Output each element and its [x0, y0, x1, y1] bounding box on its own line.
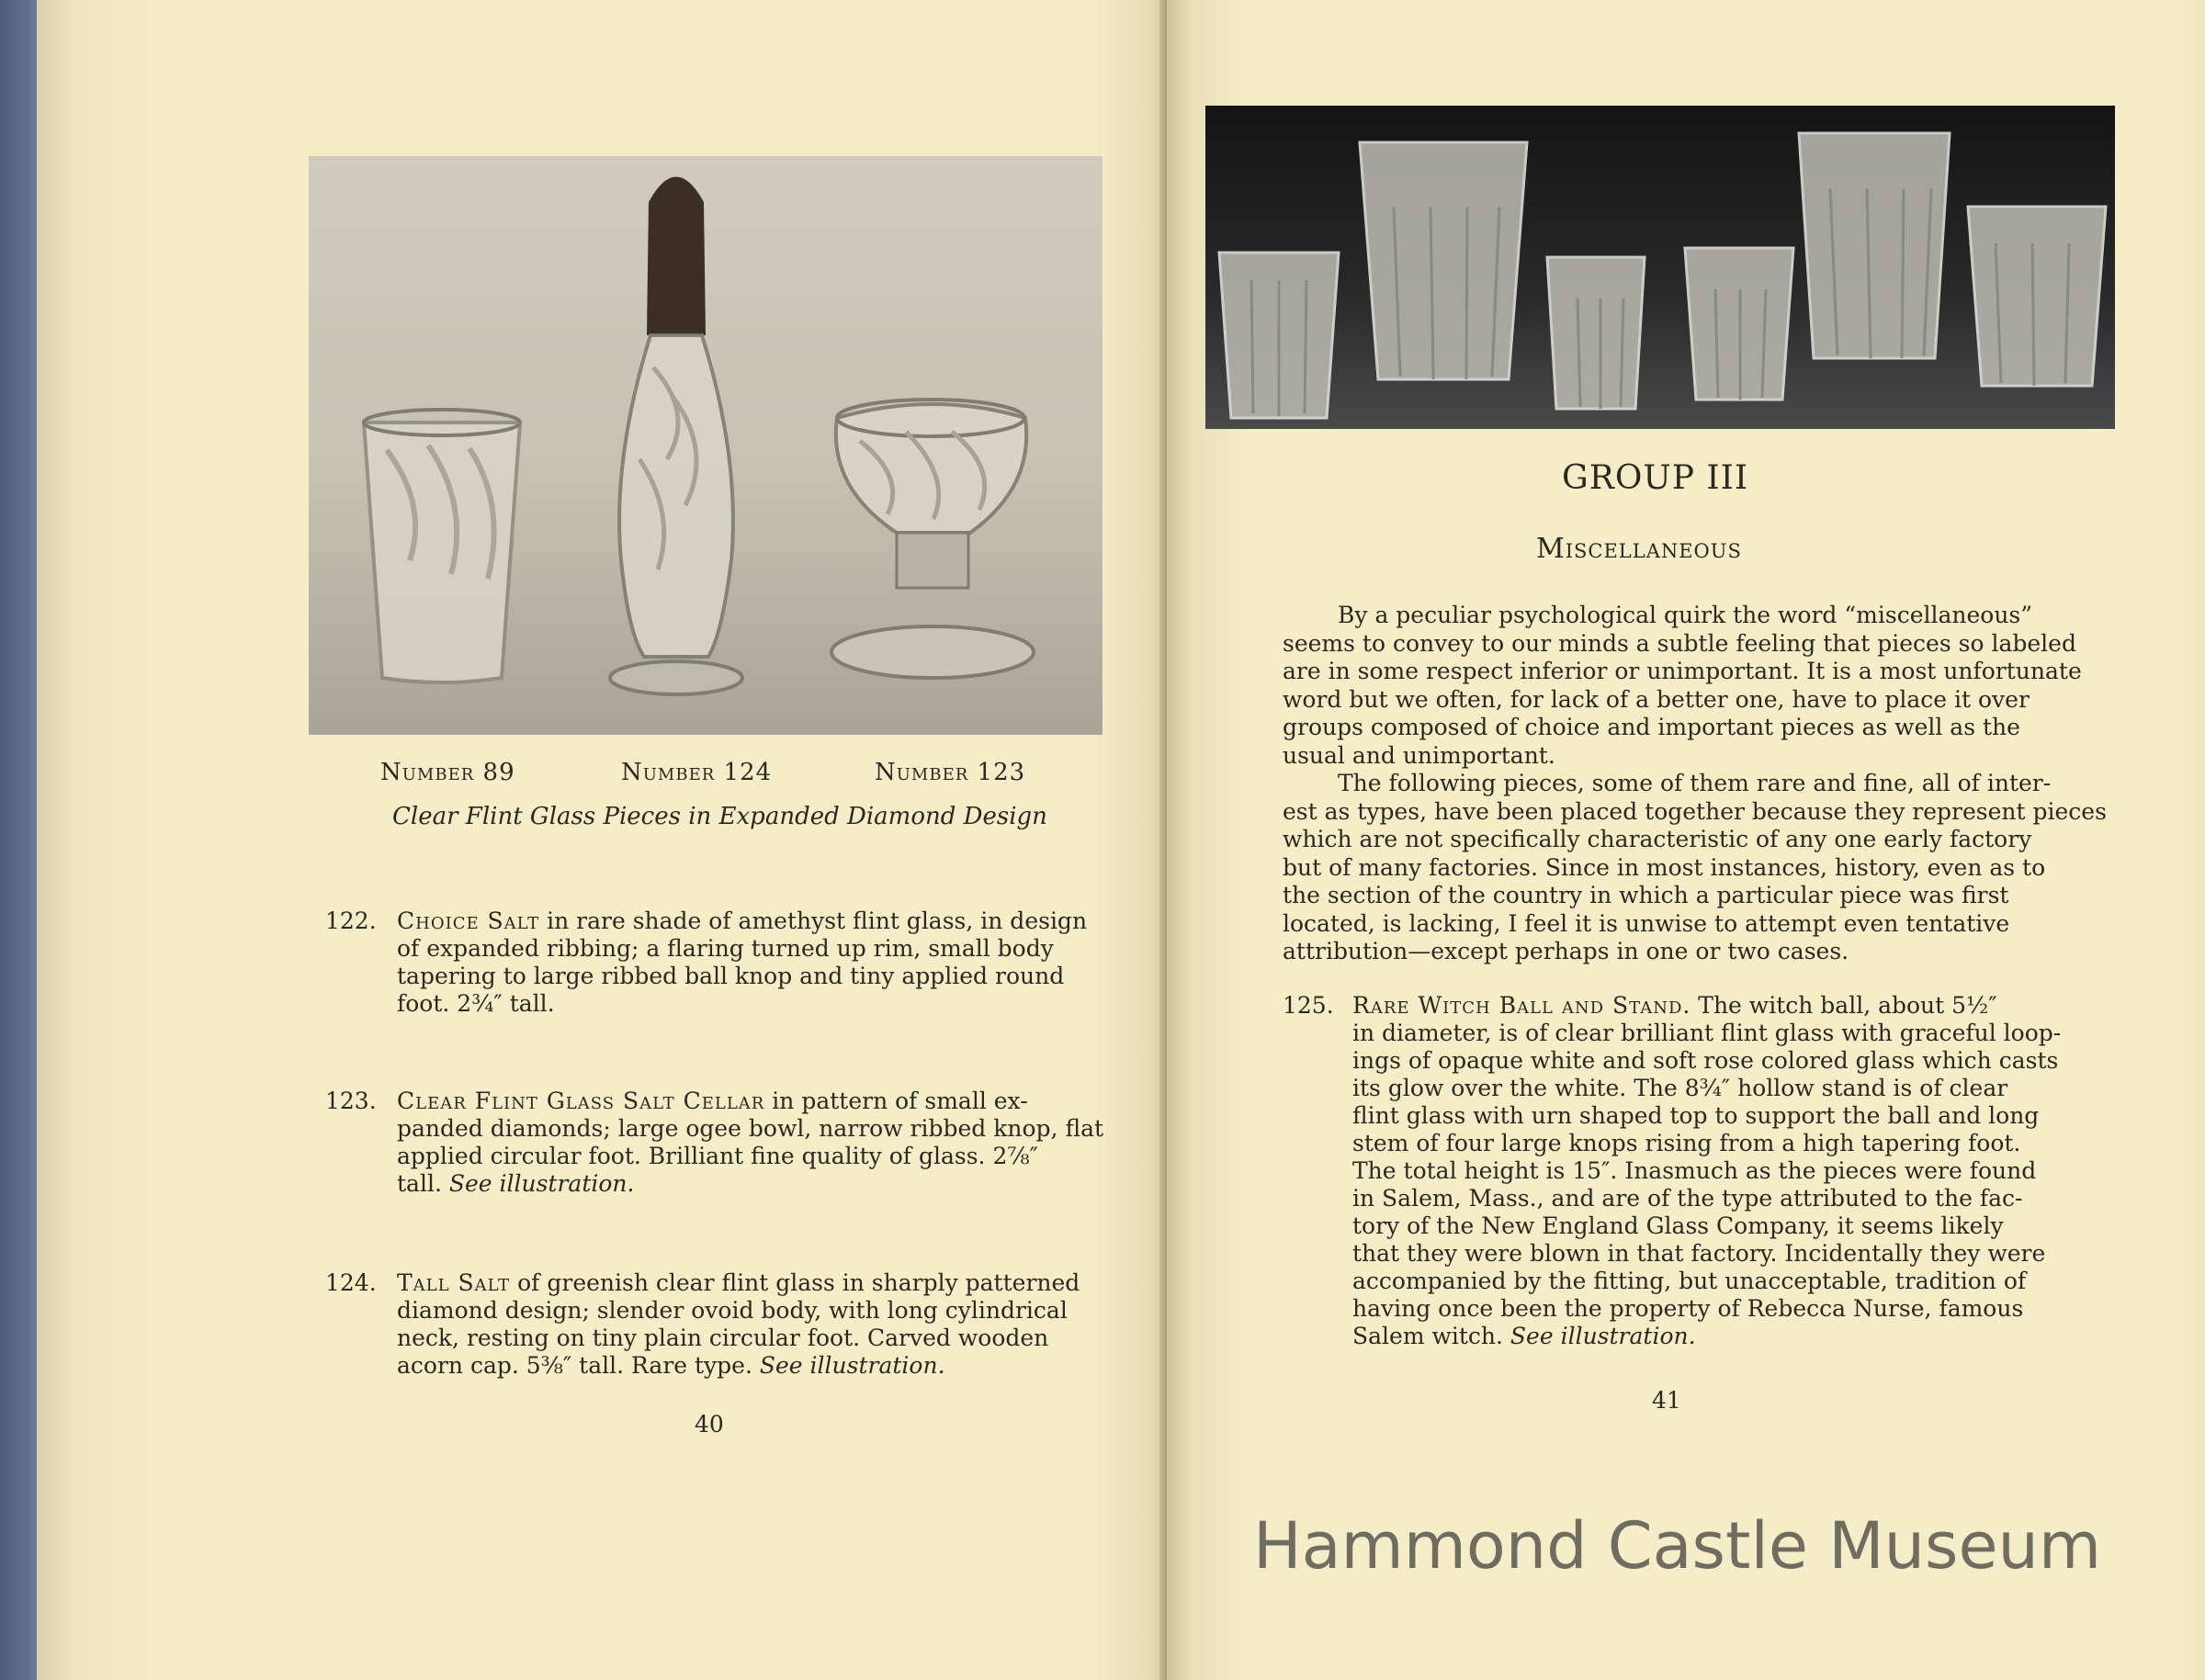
entry-line: panded diamonds; large ogee bowl, narrow ribbed knop, flat	[397, 1115, 1104, 1142]
salt-cellar-123-image	[831, 400, 1034, 678]
entry-line: in diameter, is of clear brilliant flint glass with graceful loop-	[1352, 1020, 2062, 1046]
tall-salt-124-image	[610, 177, 742, 695]
entry-line: of greenish clear flint glass in sharply patterned	[517, 1269, 1080, 1296]
group-title: GROUP III	[1562, 459, 1749, 497]
intro-line: the section of the country in which a particular piece was first	[1283, 882, 2009, 908]
caption-number-124: Number 124	[621, 759, 773, 786]
intro-line: which are not specifically characteristic of any one early factory	[1283, 826, 2032, 852]
entry-line: tall.	[397, 1170, 442, 1197]
entry-number: 125.	[1283, 992, 1334, 1019]
caption-number-123: Number 123	[875, 759, 1026, 786]
intro-line: located, is lacking, I feel it is unwise to attempt even tentative	[1283, 909, 2010, 937]
page-edges	[0, 0, 37, 1680]
page-number-right: 41	[1652, 1387, 1681, 1414]
entry-line: tapering to large ribbed ball knop and tiny applied round	[397, 963, 1065, 989]
intro-line: The following pieces, some of them rare and fine, all of inter-	[1338, 770, 2052, 796]
tumblers-image	[1219, 133, 2106, 418]
entry-number: 123.	[325, 1088, 377, 1114]
intro-line: groups composed of choice and important pieces as well as the	[1283, 714, 2020, 740]
entry-line: having once been the property of Rebecca Nurse, famous	[1352, 1295, 2024, 1322]
intro-paragraph	[1283, 602, 2107, 966]
entry-lead: Clear Flint Glass Salt Cellar	[397, 1088, 765, 1114]
entry-number: 122.	[325, 908, 377, 934]
page-number-left: 40	[695, 1411, 724, 1438]
entry-line: tory of the New England Glass Company, it seems likely	[1352, 1212, 2004, 1239]
entry-lead: Tall Salt	[397, 1269, 511, 1296]
intro-line: are in some respect inferior or unimportant. It is a most unfortunate	[1283, 658, 2082, 684]
entry-line: in rare shade of amethyst flint glass, in design	[547, 908, 1088, 934]
intro-line: word but we often, for lack of a better one, have to place it over	[1283, 685, 2030, 713]
caption-title: Clear Flint Glass Pieces in Expanded Diamond Design	[392, 803, 1047, 830]
entry-line: Salem witch.	[1352, 1323, 1503, 1349]
entry-line: its glow over the white. The 8¾″ hollow stand is of clear	[1352, 1075, 2008, 1101]
tumbler-89-image	[364, 410, 520, 682]
entry-lead: Choice Salt	[397, 908, 540, 934]
entry-line: that they were blown in that factory. Incidentally they were	[1352, 1240, 2046, 1267]
see-illustration: See illustration.	[448, 1170, 635, 1197]
entry-line: The total height is 15″. Inasmuch as the pieces were found	[1352, 1157, 2037, 1184]
caption-number-89: Number 89	[380, 759, 515, 786]
intro-line: attribution—except perhaps in one or two cases.	[1283, 938, 1849, 964]
entry-line: applied circular foot. Brilliant fine quality of glass. 2⅞″	[397, 1143, 1038, 1169]
entry-line: in Salem, Mass., and are of the type attributed to the fac-	[1352, 1185, 2023, 1212]
intro-line: usual and unimportant.	[1283, 741, 1555, 769]
entry-line: of expanded ribbing; a flaring turned up rim, small body	[397, 935, 1054, 962]
watermark: Hammond Castle Museum	[1253, 1508, 2102, 1584]
section-subtitle: Miscellaneous	[1536, 533, 1742, 565]
entry-line: accompanied by the fitting, but unacceptable, tradition of	[1352, 1268, 2027, 1294]
intro-line: By a peculiar psychological quirk the word “miscellaneous”	[1338, 602, 2033, 628]
entry-line: The witch ball, about 5½″	[1698, 992, 1997, 1019]
entry-number: 124.	[325, 1269, 377, 1296]
photo-tumblers	[1205, 106, 2115, 429]
see-illustration: See illustration.	[1510, 1323, 1696, 1349]
entry-line: acorn cap. 5⅜″ tall. Rare type.	[397, 1352, 752, 1379]
intro-line: but of many factories. Since in most instances, history, even as to	[1283, 853, 2046, 881]
entry-lead: Rare Witch Ball and Stand.	[1352, 992, 1691, 1019]
entry-line: stem of four large knops rising from a high tapering foot.	[1352, 1130, 2021, 1156]
entry-line: diamond design; slender ovoid body, with long cylindrical	[397, 1297, 1068, 1324]
photo-salts	[309, 156, 1102, 735]
intro-line: seems to convey to our minds a subtle feeling that pieces so labeled	[1283, 629, 2076, 657]
see-illustration: See illustration.	[759, 1352, 945, 1379]
entry-line: ings of opaque white and soft rose colored glass which casts	[1352, 1047, 2059, 1074]
entry-line: in pattern of small ex-	[772, 1088, 1028, 1114]
entry-line: neck, resting on tiny plain circular foot. Carved wooden	[397, 1325, 1049, 1351]
intro-line: est as types, have been placed together because they represent pieces	[1283, 797, 2107, 825]
entry-line: foot. 2¾″ tall.	[397, 990, 555, 1017]
entry-line: flint glass with urn shaped top to support the ball and long	[1352, 1102, 2040, 1129]
